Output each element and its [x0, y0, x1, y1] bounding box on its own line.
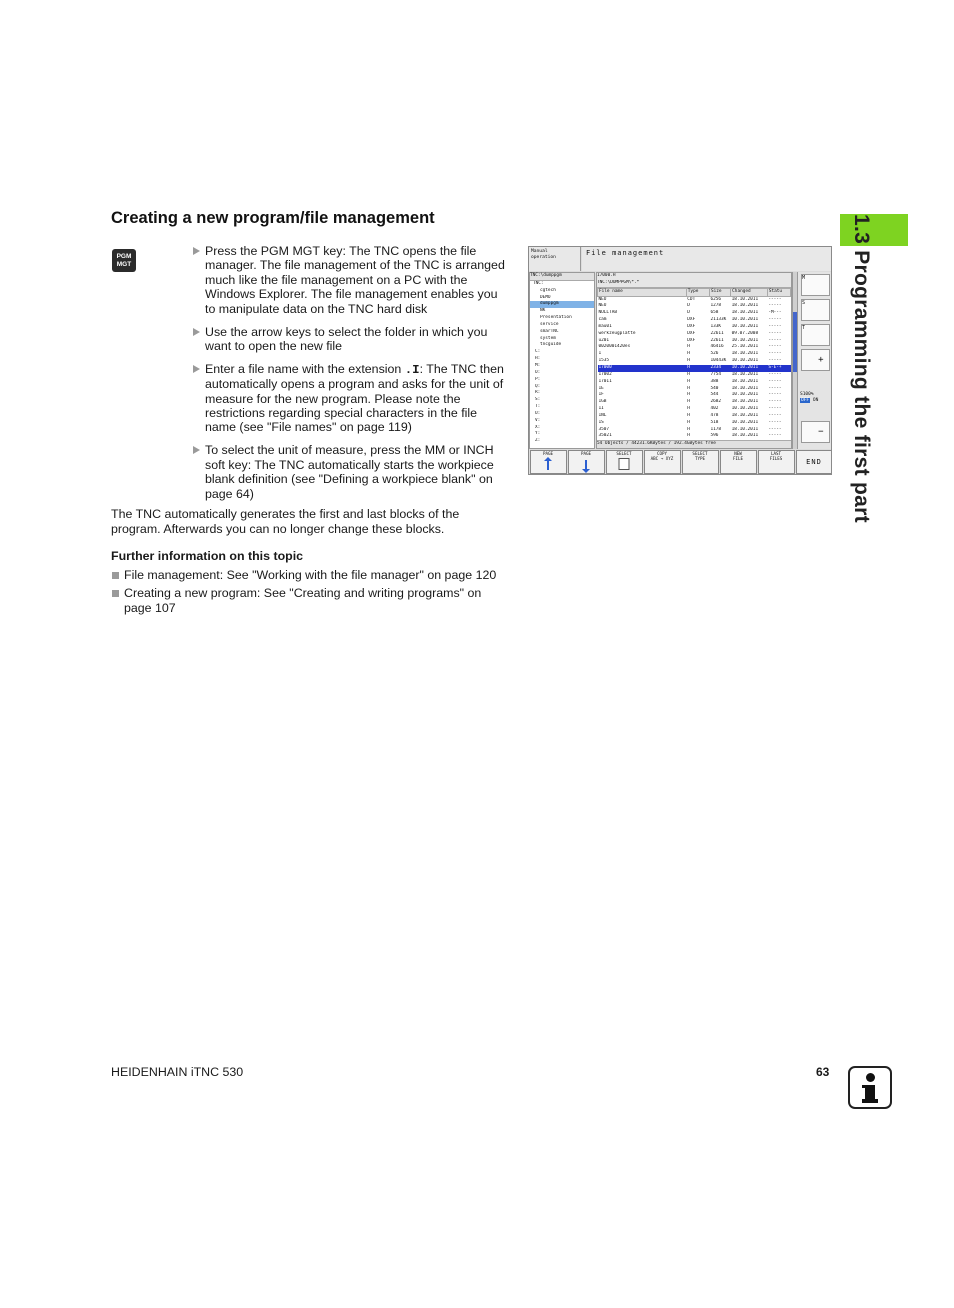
table-cell: 25.10.2011 — [731, 344, 759, 350]
table-cell: 1S — [598, 419, 604, 425]
table-cell: H — [687, 433, 690, 439]
softkey-new-5[interactable] — [720, 450, 757, 474]
tree-path: TNC:\dumppgm — [530, 273, 594, 281]
table-row[interactable] — [598, 420, 791, 427]
step-text-pre: Enter a file name with the extension — [205, 361, 405, 376]
softkey-label: PAGE — [542, 451, 554, 456]
softkey-label-2: ABC → XYZ — [650, 456, 674, 461]
table-cell: 402 — [710, 406, 719, 412]
softkey-page-1[interactable] — [568, 450, 605, 474]
table-cell: -M--- — [768, 310, 782, 316]
table-cell: 1E — [598, 385, 604, 391]
table-cell: NEU — [598, 303, 607, 309]
table-cell: 18.10.2011 — [731, 351, 759, 357]
square-bullet-icon — [112, 590, 119, 597]
table-row[interactable] — [598, 324, 791, 331]
table-row[interactable] — [598, 372, 791, 379]
table-row[interactable] — [598, 331, 791, 338]
table-cell: H — [687, 378, 690, 384]
table-cell: ----- — [768, 358, 782, 364]
column-header[interactable]: File name — [598, 288, 687, 296]
table-cell: 18.10.2011 — [731, 310, 759, 316]
table-cell: 544 — [710, 392, 719, 398]
table-cell: ----- — [768, 399, 782, 405]
table-cell: H — [687, 426, 690, 432]
table-cell: H — [687, 406, 690, 412]
tree-node[interactable]: Z: — [535, 438, 541, 444]
table-row[interactable] — [598, 317, 791, 324]
table-cell: ----- — [768, 419, 782, 425]
table-cell: ----- — [768, 351, 782, 357]
table-cell: ----- — [768, 433, 782, 439]
table-cell: H — [687, 358, 690, 364]
table-cell: ----- — [768, 330, 782, 336]
table-cell: ----- — [768, 303, 782, 309]
table-row[interactable] — [598, 379, 791, 386]
t-label: T — [802, 325, 806, 331]
step-item — [192, 443, 508, 501]
table-row[interactable] — [598, 296, 791, 303]
arrow-down-icon — [585, 460, 587, 470]
step-item — [192, 362, 508, 435]
triangle-bullet-icon — [193, 446, 200, 454]
table-cell: 133K — [710, 323, 722, 329]
footer-product: HEIDENHAIN iTNC 530 — [111, 1065, 244, 1079]
table-row[interactable] — [598, 399, 791, 406]
pgm-key-line2: MGT — [116, 260, 132, 268]
table-cell: 1 — [598, 351, 602, 357]
table-cell: H — [686, 365, 709, 372]
table-cell: H — [687, 344, 690, 350]
step-text-post: : The TNC then automatically opens a program and asks for the unit of measure for the new program. Please note the restrictions regarding special characters in the file name (see "File names" on page 119) — [205, 361, 504, 435]
table-cell: 2682 — [710, 399, 722, 405]
table-cell: 658 — [710, 310, 719, 316]
table-cell: werkzeugplatte — [598, 330, 636, 336]
table-cell: H — [687, 392, 690, 398]
table-cell: S-E-+ — [767, 365, 790, 372]
further-info-text: Creating a new program: See "Creating and writing programs" on page 107 — [124, 586, 482, 615]
table-cell: H — [687, 412, 690, 418]
table-cell: 35021 — [598, 433, 612, 439]
table-cell: 09.07.2008 — [731, 330, 759, 336]
table-cell: 10.10.2011 — [731, 358, 759, 364]
table-cell: 1GB — [598, 399, 607, 405]
chapter-tab-label: 1.3 Programming the first part — [850, 214, 873, 523]
table-cell: CDT — [687, 296, 696, 302]
softkey-label: COPY — [656, 451, 668, 456]
pgm-mgt-key-icon — [112, 249, 136, 272]
table-cell: 18.10.2011 — [731, 371, 759, 377]
further-info-item — [111, 586, 511, 616]
softkey-label: END — [806, 458, 822, 466]
tree-node[interactable]: service — [540, 321, 559, 327]
file-extension-code: .I — [404, 362, 420, 377]
table-cell: 18.10.2011 — [731, 385, 759, 391]
table-row[interactable] — [598, 386, 791, 393]
spindle-override — [800, 392, 818, 404]
step-item — [192, 325, 508, 354]
table-cell: H — [687, 385, 690, 391]
table-cell: ----- — [768, 406, 782, 412]
table-cell: ----- — [768, 371, 782, 377]
table-cell: 18.10.2011 — [731, 433, 759, 439]
table-cell: ----- — [768, 412, 782, 418]
table-cell: cam — [598, 317, 607, 323]
column-header[interactable]: Type — [686, 288, 709, 296]
softkey-row — [529, 450, 832, 475]
tree-node[interactable]: H: — [535, 356, 541, 362]
further-info-heading: Further information on this topic — [111, 549, 304, 563]
further-info-list — [111, 568, 511, 619]
tree-node[interactable]: tncguide — [540, 342, 562, 348]
tree-node[interactable]: DEMO — [540, 294, 551, 300]
tree-node[interactable]: V: — [535, 417, 541, 423]
directory-tree — [529, 272, 595, 449]
tree-node[interactable]: dumppgm — [530, 301, 594, 308]
table-cell: H — [687, 351, 690, 357]
table-cell: 10.10.2011 — [731, 337, 759, 343]
table-row[interactable] — [598, 413, 791, 420]
table-cell: 2334 — [709, 365, 730, 372]
plus-icon: + — [801, 349, 830, 371]
step-text: Use the arrow keys to select the folder in which you want to open the new file — [205, 324, 488, 353]
table-cell: NEU — [598, 296, 607, 302]
minus-icon: − — [801, 421, 830, 443]
square-bullet-icon — [112, 572, 119, 579]
table-cell: 526 — [710, 351, 719, 357]
table-row[interactable] — [598, 310, 791, 317]
operating-mode-label — [529, 247, 581, 271]
m-function-softkey — [801, 274, 830, 296]
table-cell: 10.10.2011 — [731, 419, 759, 425]
softkey-page-0[interactable] — [530, 450, 567, 474]
table-cell: 22611 — [710, 330, 724, 336]
further-info-item — [111, 568, 511, 583]
table-cell: ----- — [768, 337, 782, 343]
table-row[interactable] — [598, 358, 791, 365]
table-cell: DXF — [687, 330, 696, 336]
table-cell: 1F — [598, 392, 604, 398]
triangle-bullet-icon — [193, 247, 200, 255]
softkey-end-7[interactable] — [796, 450, 833, 474]
softkey-label: NEW — [734, 451, 742, 456]
table-cell: ----- — [768, 296, 782, 302]
table-cell: 10.10.2011 — [731, 317, 759, 323]
table-cell: 17011 — [598, 378, 612, 384]
file-table-header — [598, 288, 791, 296]
on-label: ON — [812, 398, 819, 403]
off-label: OFF — [801, 398, 810, 403]
table-cell: 18.10.2011 — [731, 378, 759, 384]
table-cell: 518 — [710, 419, 719, 425]
table-cell: 18.10.2011 — [731, 426, 759, 432]
arrow-up-icon — [547, 460, 549, 470]
table-row[interactable] — [598, 392, 791, 399]
file-list-panel — [596, 272, 792, 449]
table-cell: 1I — [598, 406, 604, 412]
tree-node[interactable]: O: — [535, 369, 541, 375]
softkey-label-2: FILE — [732, 456, 744, 461]
table-cell: 10.10.2011 — [731, 323, 759, 329]
table-cell: 10443K — [710, 358, 727, 364]
table-cell: ----- — [768, 317, 782, 323]
table-cell: ----- — [768, 323, 782, 329]
table-cell: 540 — [710, 385, 719, 391]
table-cell: mau01 — [598, 323, 612, 329]
table-cell: 18.10.2011 — [731, 412, 759, 418]
table-cell: DXF — [687, 337, 696, 343]
file-pattern: TNC:\DUMPPGM\*.* — [597, 280, 791, 288]
table-cell: 1278 — [710, 303, 722, 309]
further-info-text: File management: See "Working with the file manager" on page 120 — [124, 568, 497, 582]
table-cell: 6256 — [710, 296, 722, 302]
triangle-bullet-icon — [193, 328, 200, 336]
table-cell: 0020001420es — [598, 344, 631, 350]
softkey-label: LAST — [770, 451, 782, 456]
table-cell: NULLTAB — [598, 310, 618, 316]
file-table — [597, 288, 791, 441]
table-cell: ----- — [768, 426, 782, 432]
table-cell: 46416 — [710, 344, 724, 350]
table-cell: ----- — [768, 344, 782, 350]
tree-node[interactable]: Q: — [535, 383, 541, 389]
table-cell: 388 — [710, 378, 719, 384]
table-cell: 1NL — [598, 412, 607, 418]
table-cell: 1535 — [598, 358, 610, 364]
softkey-label: SELECT — [616, 451, 632, 456]
table-cell: 10.10.2011 — [731, 392, 759, 398]
tree-node[interactable]: Presentation — [540, 315, 572, 321]
table-cell: DXF — [687, 323, 696, 329]
tree-node[interactable]: T: — [535, 404, 541, 410]
table-cell: 3507 — [598, 426, 610, 432]
t-function-softkey — [801, 324, 830, 346]
machine-status-column — [797, 272, 832, 449]
table-cell: 7754 — [710, 371, 722, 377]
table-cell: 17000 — [598, 365, 687, 372]
tree-node[interactable]: S: — [535, 397, 541, 403]
softkey-label: SELECT — [692, 451, 708, 456]
table-cell: H — [687, 371, 690, 377]
info-icon — [848, 1066, 892, 1109]
speed-label: S100% — [800, 392, 814, 397]
table-cell: 22611 — [710, 337, 724, 343]
table-cell: 17002 — [598, 371, 612, 377]
tree-node[interactable]: system — [540, 335, 556, 341]
file-status-line: 54 Objects / 44231.6KBytes / 192.4GBytes free — [597, 440, 791, 448]
table-cell: ----- — [768, 392, 782, 398]
tree-node[interactable]: P: — [535, 376, 541, 382]
tree-node[interactable]: M: — [535, 362, 541, 368]
column-header[interactable]: Changed — [731, 288, 768, 296]
table-cell: D — [687, 310, 690, 316]
step-text: Press the PGM MGT key: The TNC opens the file manager. The file management of the TNC is arranged much like the file management on a PC with the Windows Explorer. The file management enables you to manipulate data on the TNC hard disk — [205, 244, 505, 316]
tree-node[interactable]: NK — [540, 308, 546, 314]
table-cell: D — [687, 303, 690, 309]
tree-node[interactable]: Y: — [535, 431, 541, 437]
table-cell: 1178 — [710, 426, 722, 432]
table-cell: ----- — [768, 378, 782, 384]
table-cell: 18.10.2011 — [731, 399, 759, 405]
table-cell: 10.10.2011 — [731, 365, 768, 372]
page-number: 63 — [816, 1065, 830, 1079]
table-cell: 21133K — [710, 317, 727, 323]
pgm-key-line1: PGM — [116, 252, 132, 260]
file-manager-screenshot — [528, 246, 832, 475]
s-label: S — [802, 300, 806, 306]
softkey-label: PAGE — [580, 451, 592, 456]
table-row[interactable] — [598, 427, 791, 434]
tree-node[interactable]: smarTNC — [540, 328, 559, 334]
softkey-select-4[interactable] — [682, 450, 719, 474]
softkey-select-2[interactable] — [606, 450, 643, 474]
file-table-body — [598, 296, 791, 440]
chapter-tab — [848, 214, 874, 544]
table-cell: DXF — [687, 317, 696, 323]
triangle-bullet-icon — [193, 365, 200, 373]
mode-line2: operation — [531, 255, 556, 260]
tree-nodes — [530, 281, 594, 445]
tree-node[interactable]: R: — [535, 390, 541, 396]
tree-node[interactable]: X: — [535, 424, 541, 430]
table-cell: 596 — [710, 433, 719, 439]
s-function-softkey — [801, 299, 830, 321]
table-cell: H — [687, 419, 690, 425]
step-text: To select the unit of measure, press the MM or INCH soft key: The TNC automatically starts the workpiece blank definition (see "Defining a workpiece blank" on page 64) — [205, 443, 494, 501]
table-cell: H — [687, 399, 690, 405]
column-header[interactable]: Statu — [767, 288, 790, 296]
softkey-copy-3[interactable] — [644, 450, 681, 474]
softkey-label-2: FILES — [769, 456, 783, 461]
table-row[interactable] — [598, 303, 791, 310]
table-row[interactable] — [598, 344, 791, 351]
table-cell: 478 — [710, 412, 719, 418]
section-heading: Creating a new program/file management — [111, 209, 435, 227]
table-cell: u201 — [598, 337, 610, 343]
softkey-label-2: TYPE — [694, 456, 706, 461]
table-cell: 10.10.2011 — [731, 406, 759, 412]
step-item — [192, 244, 508, 316]
file-path: 17000.H — [597, 273, 791, 280]
table-row[interactable] — [598, 406, 791, 413]
column-header[interactable]: Size — [709, 288, 730, 296]
table-row[interactable] — [598, 338, 791, 345]
step-list — [192, 244, 508, 510]
table-row[interactable] — [598, 351, 791, 358]
tree-node[interactable]: TNC: — [533, 280, 544, 286]
tree-node[interactable]: U: — [535, 410, 541, 416]
table-row[interactable] — [598, 365, 791, 372]
body-paragraph: The TNC automatically generates the first and last blocks of the program. Afterwards you can no longer change these blocks. — [111, 507, 460, 536]
table-cell: 18.10.2011 — [731, 303, 759, 309]
mode-line1: Manual — [531, 249, 548, 254]
table-cell: ----- — [768, 385, 782, 391]
table-cell: 18.10.2011 — [731, 296, 759, 302]
tree-node[interactable]: cgtech — [540, 287, 556, 293]
doc-icon — [619, 458, 630, 470]
file-manager-title: File management — [582, 247, 832, 271]
softkey-last-6[interactable] — [758, 450, 795, 474]
m-label: M — [802, 275, 806, 281]
tree-node[interactable]: C: — [535, 349, 541, 355]
